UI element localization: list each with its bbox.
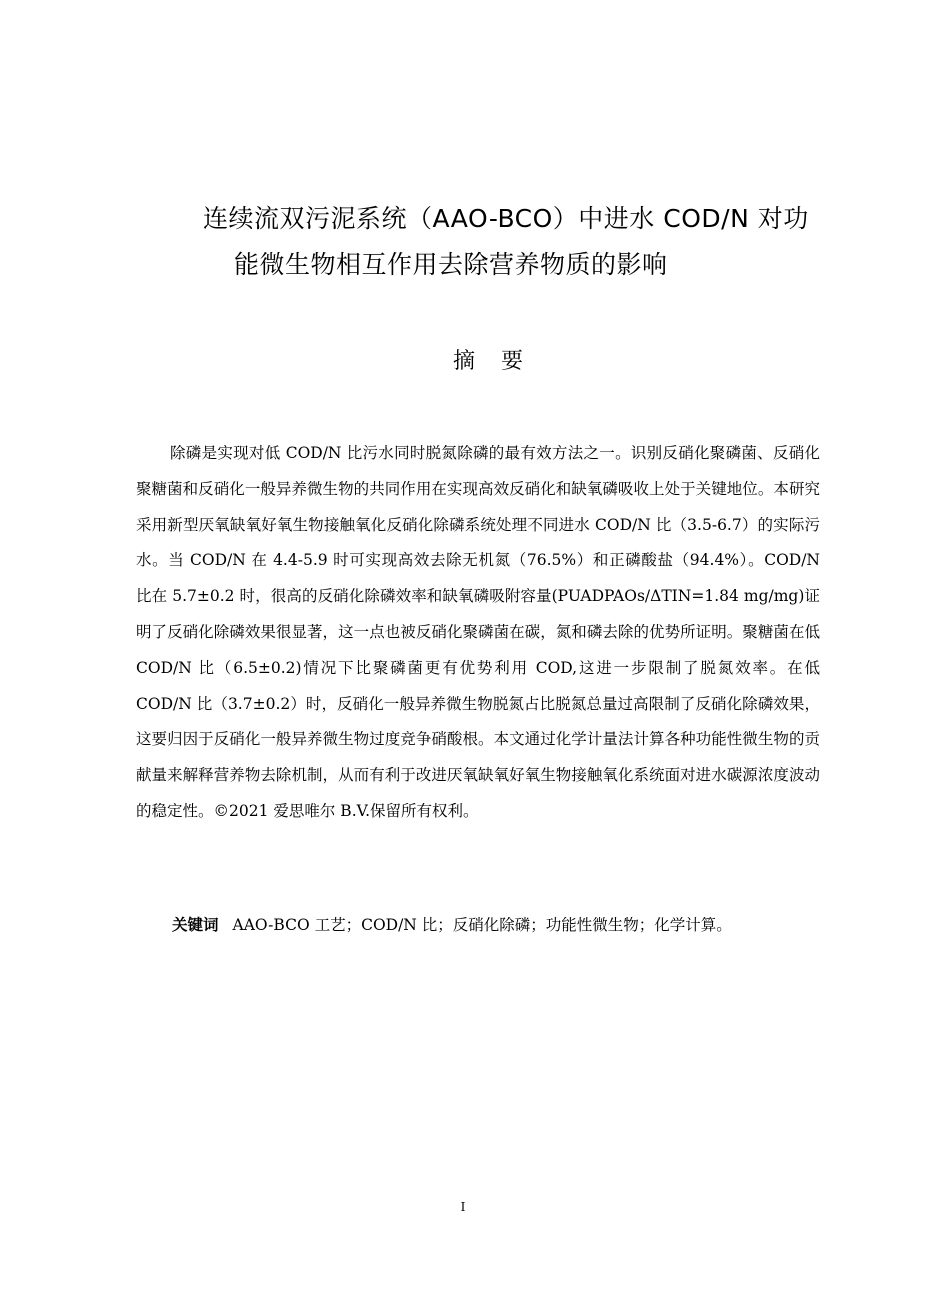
title-line-2: 能微生物相互作用去除营养物质的影响 — [234, 250, 668, 279]
keywords — [172, 910, 732, 940]
paper-title — [150, 196, 850, 288]
keywords-text: AAO-BCO 工艺；COD/N 比；反硝化除磷；功能性微生物；化学计算。 — [232, 916, 732, 934]
abstract-heading: 摘要 — [452, 349, 549, 374]
abstract-body: 除磷是实现对低 COD/N 比污水同时脱氮除磷的最有效方法之一。识别反硝化聚磷菌、反硝化聚糖菌和反硝化一般异养微生物的共同作用在实现高效反硝化和缺氧磷吸收上处于关键地位。本研究采用新型厌氧缺氧好氧生物接触氧化反硝化除磷系统处理不同进水 COD/N 比（3.5-6.7）的实际污水。当 COD/N 在 4.4-5.9 时可实现高效去除无机氮（76.5%）和正磷酸盐（94.4%）。COD/N 比在 5.7±0.2 时，很高的反硝化除磷效率和缺氧磷吸附容量(PUADPAOs/ΔTIN=1.84 mg/mg)证明了反硝化除磷效果很显著，这一点也被反硝化聚磷菌在碳，氮和磷去除的优势所证明。聚糖菌在低 COD/N 比（6.5±0.2)情况下比聚磷菌更有优势利用 COD,这进一步限制了脱氮效率。在低 COD/N 比（3.7±0.2）时，反硝化一般异养微生物脱氮占比脱氮总量过高限制了反硝化除磷效果，这要归因于反硝化一般异养微生物过度竞争硝酸根。本文通过化学计量法计算各种功能性微生物的贡献量来解释营养物去除机制，从而有利于改进厌氧缺氧好氧生物接触氧化系统面对进水碳源浓度波动的稳定性。©2021 爱思唯尔 B.V.保留所有权利。 — [136, 444, 820, 820]
page-number: I — [460, 1200, 466, 1214]
keywords-label: 关键词 — [172, 916, 219, 934]
title-line-1: 连续流双污泥系统（AAO-BCO）中进水 COD/N 对功 — [203, 204, 809, 233]
